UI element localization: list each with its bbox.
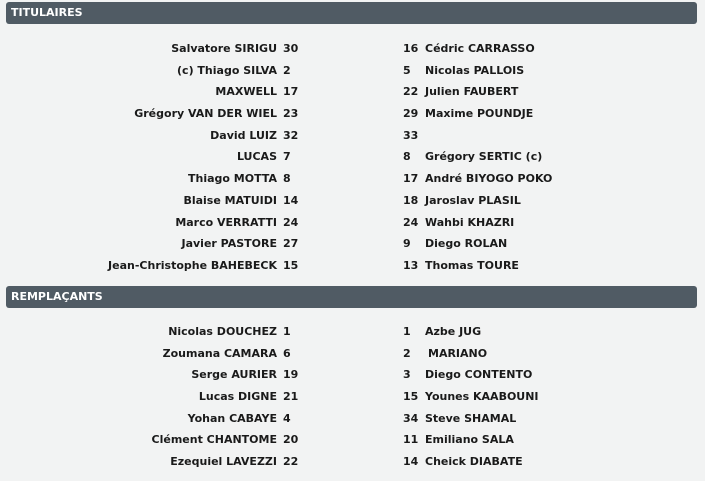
away-player-number: 22 (403, 85, 419, 99)
away-player-name: Diego CONTENTO (425, 368, 533, 382)
home-player-name: Lucas DIGNE (198, 390, 277, 404)
home-player-number: 32 (283, 128, 299, 142)
player-row (0, 168, 705, 190)
home-player-number: 27 (283, 237, 299, 251)
player-row (0, 343, 705, 365)
player-row (0, 190, 705, 212)
home-player-name: Grégory VAN DER WIEL (134, 107, 277, 121)
home-player-name: Serge AURIER (191, 368, 277, 382)
home-player-number: 7 (283, 150, 291, 164)
home-player-name: Yohan CABAYE (187, 411, 277, 425)
home-player-name: Javier PASTORE (181, 237, 277, 251)
away-player-number: 17 (403, 172, 419, 186)
away-player-number: 33 (403, 128, 419, 142)
home-player-number: 6 (283, 346, 291, 360)
away-player-name: Diego ROLAN (425, 237, 508, 251)
section-header-remplacants: REMPLAÇANTS (6, 286, 697, 308)
away-player-number: 34 (403, 411, 419, 425)
home-player-name: Thiago MOTTA (187, 172, 277, 186)
home-player-name: MAXWELL (215, 85, 277, 99)
home-player-number: 14 (283, 193, 299, 207)
home-player-number: 17 (283, 85, 299, 99)
away-player-number: 11 (403, 433, 419, 447)
away-player-number: 16 (403, 42, 419, 55)
home-player-number: 23 (283, 107, 299, 121)
away-player-name: Wahbi KHAZRI (425, 215, 515, 229)
home-player-name: Zoumana CAMARA (162, 346, 277, 360)
away-player-name: Steve SHAMAL (425, 411, 517, 425)
player-row (0, 103, 705, 125)
roster-titulaires (0, 38, 705, 277)
away-player-name: Thomas TOURE (425, 258, 519, 272)
player-row (0, 81, 705, 103)
away-player-number: 1 (403, 325, 411, 338)
away-player-name: Cheick DIABATE (425, 455, 523, 469)
home-player-number: 19 (283, 368, 299, 382)
away-player-name: Jaroslav PLASIL (425, 193, 521, 207)
home-player-name: Ezequiel LAVEZZI (170, 455, 277, 469)
player-row (0, 125, 705, 147)
away-player-number: 5 (403, 63, 411, 77)
home-player-name: Marco VERRATTI (175, 215, 277, 229)
away-player-name: Emiliano SALA (425, 433, 514, 447)
home-player-name: LUCAS (236, 150, 277, 164)
player-row (0, 233, 705, 255)
away-player-number: 13 (403, 258, 419, 272)
home-player-name: Blaise MATUIDI (183, 193, 277, 207)
player-row (0, 451, 705, 473)
home-player-name: David LUIZ (210, 128, 277, 142)
home-player-number: 20 (283, 433, 299, 447)
away-player-name: Younes KAABOUNI (425, 390, 539, 404)
player-row (0, 146, 705, 168)
home-player-number: 1 (283, 325, 291, 338)
away-player-number: 3 (403, 368, 411, 382)
away-player-name: Azbe JUG (425, 325, 482, 338)
player-row (0, 38, 705, 60)
away-player-name: André BIYOGO POKO (425, 172, 553, 186)
away-player-number: 8 (403, 150, 411, 164)
away-player-number: 14 (403, 455, 419, 469)
roster-remplacants (0, 321, 705, 473)
home-player-name: Jean-Christophe BAHEBECK (108, 258, 277, 272)
player-row (0, 60, 705, 82)
away-player-number: 24 (403, 215, 419, 229)
home-player-number: 24 (283, 215, 299, 229)
home-player-number: 8 (283, 172, 291, 186)
home-player-number: 30 (283, 42, 299, 55)
away-player-number: 15 (403, 390, 419, 404)
player-row (0, 408, 705, 430)
home-player-name: Clément CHANTOME (151, 433, 277, 447)
away-player-name: Cédric CARRASSO (425, 42, 535, 55)
home-player-number: 2 (283, 63, 291, 77)
home-player-number: 15 (283, 258, 299, 272)
away-player-name: Nicolas PALLOIS (425, 63, 525, 77)
home-player-number: 22 (283, 455, 299, 469)
away-player-number: 29 (403, 107, 419, 121)
away-player-number: 2 (403, 346, 411, 360)
player-row (0, 212, 705, 234)
home-player-number: 4 (283, 411, 291, 425)
home-player-number: 21 (283, 390, 299, 404)
home-player-name: Nicolas DOUCHEZ (168, 325, 277, 338)
away-player-name: Grégory SERTIC (c) (425, 150, 543, 164)
home-player-name: (c) Thiago SILVA (177, 63, 277, 77)
player-row (0, 364, 705, 386)
player-row (0, 321, 705, 343)
away-player-name: Julien FAUBERT (425, 85, 519, 99)
section-header-titulaires: TITULAIRES (6, 2, 697, 24)
player-row (0, 429, 705, 451)
home-player-name: Salvatore SIRIGU (171, 42, 277, 55)
away-player-number: 9 (403, 237, 411, 251)
away-player-name: MARIANO (428, 346, 488, 360)
away-player-name: Maxime POUNDJE (425, 107, 534, 121)
away-player-number: 18 (403, 193, 419, 207)
player-row (0, 255, 705, 277)
player-row (0, 386, 705, 408)
